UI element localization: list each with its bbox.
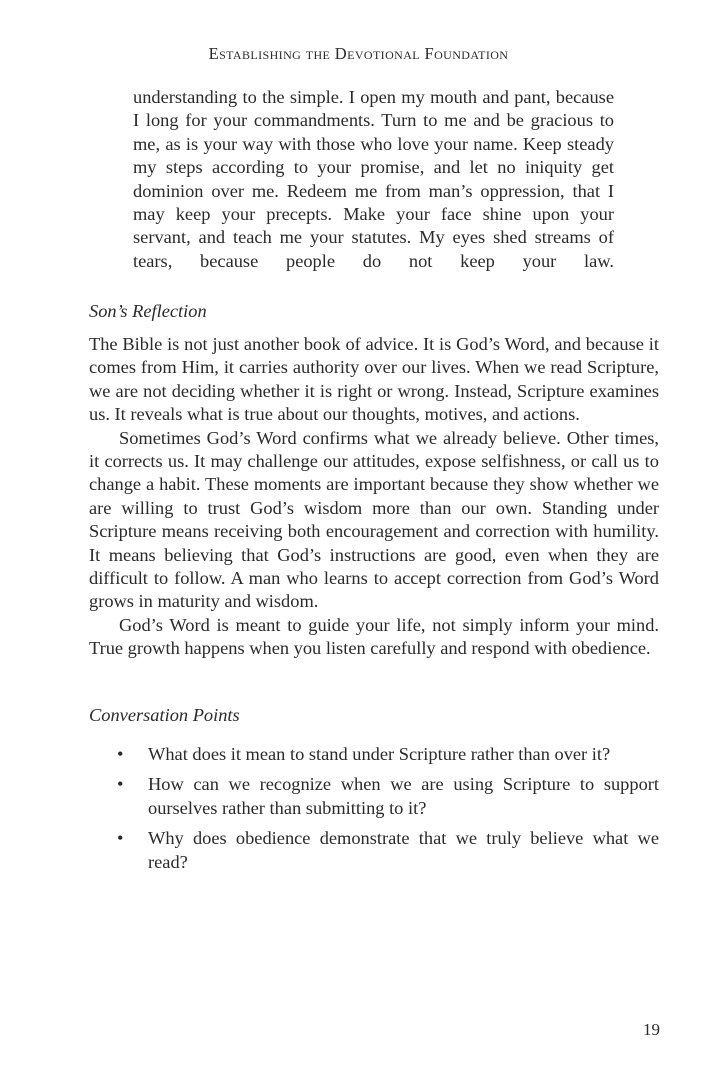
running-header: Establishing the Devotional Foundation <box>208 44 509 63</box>
page-number: 19 <box>643 1020 660 1039</box>
bullet-icon: • <box>117 828 124 848</box>
list-item-text: How can we recognize when we are using Scripture to support ourselves rather than submitting to it? <box>148 774 659 818</box>
list-item <box>89 826 659 874</box>
list-item <box>89 772 659 820</box>
conversation-points-heading: Conversation Points <box>89 705 240 725</box>
list-item <box>89 742 659 766</box>
reflection-paragraph: God’s Word is meant to guide your life, not simply inform your mind. True growth happens when you listen carefully and respond with obedience. <box>89 614 659 659</box>
list-item-text: What does it mean to stand under Scripture rather than over it? <box>148 744 611 764</box>
list-item-text: Why does obedience demonstrate that we truly believe what we read? <box>148 828 659 872</box>
reflection-paragraph: The Bible is not just another book of advice. It is God’s Word, and because it comes from Him, it carries authority over our lives. When we read Scripture, we are not deciding whether it is right or wrong. Instead, Scripture examines us. It reveals what is true about our thoughts, motives, and actions. <box>89 334 659 425</box>
bullet-icon: • <box>117 744 124 764</box>
conversation-points-list <box>89 742 659 880</box>
reflection-paragraph: Sometimes God’s Word confirms what we already believe. Other times, it corrects us. It may challenge our attitudes, expose selfishness, or call us to change a habit. These moments are important because they show whether we are willing to trust God’s wisdom more than our own. Standing under Scripture means receiving both encouragement and correction with humility. It means believing that God’s instructions are good, even when they are difficult to follow. A man who learns to accept correction from God’s Word grows in maturity and wisdom. <box>89 427 659 612</box>
reflection-heading: Son’s Reflection <box>89 301 207 321</box>
bullet-icon: • <box>117 774 124 794</box>
reflection-body <box>89 333 659 661</box>
scripture-quote: understanding to the simple. I open my mouth and pant, because I long for your commandments. Turn to me and be gracious to me, as is your way with those who love your name. Keep steady my steps according to your promise, and let no iniquity get dominion over me. Redeem me from man’s oppression, that I may keep your precepts. Make your face shine upon your servant, and teach me your statutes. My eyes shed streams of tears, because people do not keep your law. <box>133 87 614 271</box>
